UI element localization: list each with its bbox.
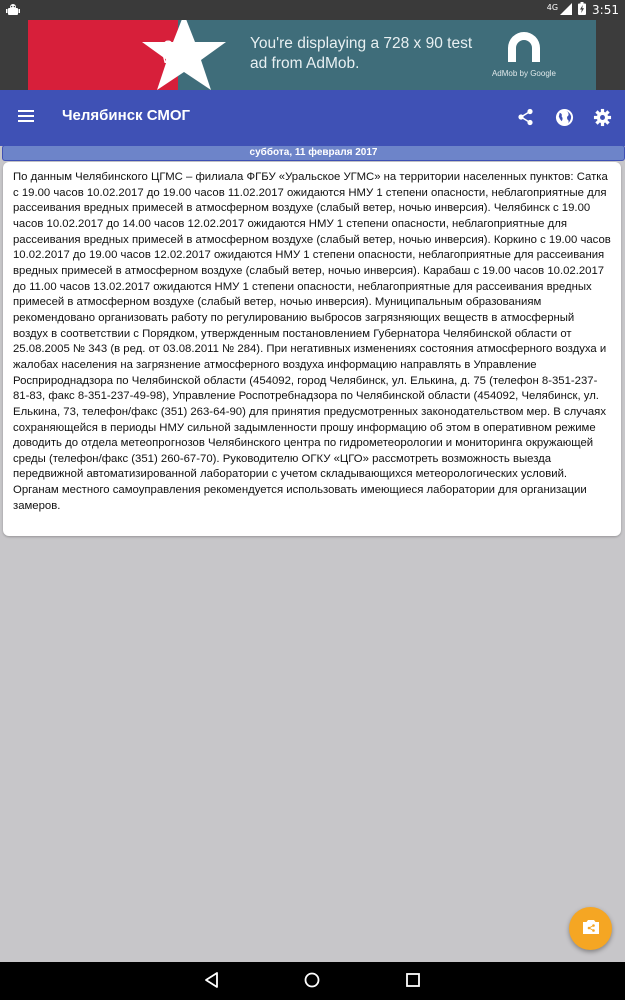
page-title: Челябинск СМОГ [62,107,191,124]
ad-by-label: AdMob by Google [491,69,557,78]
camera-share-icon [582,919,600,939]
ad-badge-line2: work! [162,52,195,66]
clock: 3:51 [592,3,619,17]
ad-badge-text [151,38,207,66]
android-debug-icon [6,2,22,18]
message-card [3,162,621,536]
home-icon[interactable] [303,971,323,991]
network-type-label: 4G [546,2,559,12]
signal-icon [560,3,572,18]
status-bar [0,0,625,20]
ad-message: You're displaying a 728 x 90 test ad from AdMob. [250,35,473,72]
ad-content[interactable] [28,20,596,90]
ad-banner[interactable] [0,20,625,90]
globe-icon[interactable] [553,105,575,129]
message-text: По данным Челябинского ЦГМС – филиала ФГБУ «Уральское УГМС» на территории населенных пунктов: Сатка с 19.00 часов 10.02.2017 до 19.00 часов 11.02.2017 ожидаются НМУ 1 степени опасности, неблагоприятные для рассеивания вредных примесей в атмосферном воздухе (слабый ветер, ночью инверсия). Челябинск с 19.00 часов 10.02.2017 до 14.00 часов 12.02.2017 ожидаются НМУ 1 степени опасности, неблагоприятные для рассеивания вредных примесей в атмосферном воздухе (слабый ветер, ночью инверсия). Коркино с 19.00 часов 10.02.2017 до 19.00 часов 12.02.2017 ожидаются НМУ 1 степени опасности, неблагоприятные для рассеивания вредных примесей в атмосферном воздухе (слабый ветер, ночью инверсия). Карабаш с 19.00 часов 10.02.2017 до 11.00 часов 13.02.2017 ожидаются НМУ 1 степени опасности, неблагоприятные для рассеивания вредных примесей в атмосферном воздухе (слабый ветер, ночью инверсия). Муниципальным образованиям рекомендовано организовать работу по регулированию выбросов загрязняющих веществ в атмосферный воздух в соответствии с Порядком, утвержденным постановлением Губернатора Челябинской области от 25.08.2005 № 343 (в ред. от 03.08.2011 № 284). При негативных изменениях состояния атмосферного воздуха и жалобах населения на загрязнение атмосферного воздуха информацию направлять в Управление Росприроднадзора по Челябинской области (454092, город Челябинск, ул. Елькина, д. 75 (телефон 8-351-237-81-83, факс 8-351-237-49-98), Управление Роспотребнадзора по Челябинской области (454092, Челябинск, ул. Елькина, 73, телефон/факс (351) 263-64-90) для принятия предусмотренных законодательством мер. В случаях сохраняющейся в периоды НМУ сильной задымленности прошу информацию об этом в оперативном режиме доводить до отдела метеопрогнозов Челябинского центра по гидрометеорологии и мониторинга окружающей среды (телефон/факс (351) 260-67-70). Руководителю ОГКУ «ЦГО» рассмотреть возможность выезда передвижной автоматизированной лаборатории с учетом складывающихся метеорологических условий. Органам местного самоуправления рекомендуется использовать имеющиеся лаборатории для организации замеров. [13,171,611,512]
ad-badge-line1: Great [163,38,195,52]
recents-icon[interactable] [404,971,424,991]
navigation-bar [0,962,625,1000]
date-header: суббота, 11 февраля 2017 [2,145,625,161]
battery-icon [578,2,586,18]
app-bar [0,90,625,146]
hamburger-menu-icon[interactable] [18,107,40,129]
camera-share-fab[interactable] [569,907,612,950]
back-icon[interactable] [203,971,223,991]
share-icon[interactable] [515,105,537,129]
admob-logo-icon [504,28,544,66]
settings-icon[interactable] [591,105,613,129]
